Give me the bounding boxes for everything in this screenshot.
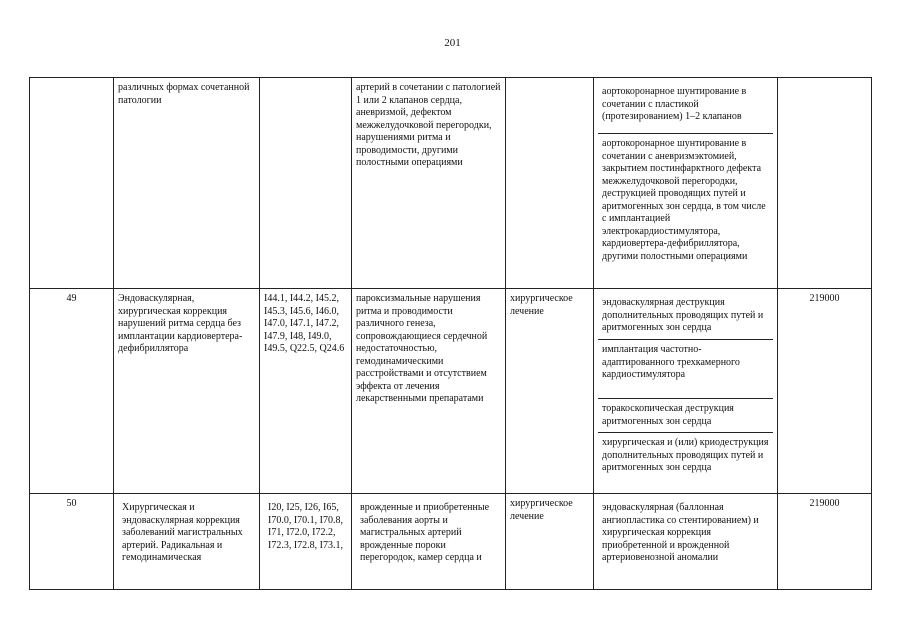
table-row	[30, 289, 872, 494]
diagnosis-codes: I20, I25, I26, I65, I70.0, I70.1, I70.8, I71, I72.0, I72.2, I72.3, I72.8, I73.1,	[268, 502, 343, 551]
row-number: 49	[30, 289, 114, 494]
procedure-group-name: Эндоваскулярная, хирургическая коррекция нарушений ритма сердца без имплантации кардиовертера-дефибриллятора	[114, 289, 260, 494]
patient-model-cell	[352, 494, 506, 590]
treatment-methods	[594, 494, 778, 590]
diagnosis-codes	[260, 78, 352, 289]
method-item: торакоскопическая деструкция аритмогенных зон сердца	[598, 398, 773, 432]
treatment-methods	[594, 289, 778, 494]
patient-model: артерий в сочетании с патологией 1 или 2 клапанов сердца, аневризмой, дефектом межжелудочковой перегородки, нарушениями ритма и проводимости, другими полостными операциями	[352, 78, 506, 289]
row-number: 50	[30, 494, 114, 590]
method-item: аортокоронарное шунтирование в сочетании с пластикой (протезированием) 1–2 клапанов	[602, 86, 747, 122]
procedure-group-cell	[114, 494, 260, 590]
diagnosis-codes: I44.1, I44.2, I45.2, I45.3, I45.6, I46.0, I47.0, I47.1, I47.2, I47.9, I48, I49.0, I49.5, Q22.5, Q24.6	[260, 289, 352, 494]
method-item: эндоваскулярная деструкция дополнительных проводящих путей и аритмогенных зон сердца	[602, 297, 764, 333]
price: 219000	[778, 494, 872, 590]
diagnosis-codes-cell	[260, 494, 352, 590]
table-row	[30, 78, 872, 289]
table-row	[30, 494, 872, 590]
treatment-type	[506, 78, 594, 289]
method-item: аортокоронарное шунтирование в сочетании с аневризмэктомией, закрытием постинфарктного дефекта межжелудочковой перегородки, деструкцией проводящих путей и аритмогенных зон сердца, в том числе с имплантацией электрокардиостимулятора, кардиовертера-дефибриллятора, другими полостными операциями	[598, 133, 773, 266]
treatment-type: хирургическое лечение	[506, 289, 594, 494]
method-item: эндоваскулярная (баллонная ангиопластика со стентированием) и хирургическая коррекция приобретенной и врожденной артериовенозной аномалии	[602, 502, 759, 563]
treatment-type: хирургическое лечение	[506, 494, 594, 590]
procedure-group-name: Хирургическая и эндоваскулярная коррекция заболеваний магистральных артерий. Радикальная и гемодинамическая	[122, 502, 243, 563]
row-number	[30, 78, 114, 289]
patient-model: врожденные и приобретенные заболевания аорты и магистральных артерий врожденные пороки перегородок, камер сердца и	[360, 502, 490, 563]
procedures-table	[29, 77, 872, 590]
page-number: 201	[444, 37, 461, 49]
method-item: имплантация частотно-адаптированного трехкамерного кардиостимулятора	[598, 339, 773, 398]
patient-model: пароксизмальные нарушения ритма и проводимости различного генеза, сопровождающиеся сердечной недостаточностью, гемодинамическими расстройствами и отсутствием эффекта от лечения лекарственными препаратами	[352, 289, 506, 494]
price	[778, 78, 872, 289]
treatment-methods	[594, 78, 778, 289]
method-item: хирургическая и (или) криодеструкция дополнительных проводящих путей и аритмогенных зон сердца	[598, 432, 773, 478]
procedure-group-name: различных формах сочетанной патологии	[114, 78, 260, 289]
price: 219000	[778, 289, 872, 494]
